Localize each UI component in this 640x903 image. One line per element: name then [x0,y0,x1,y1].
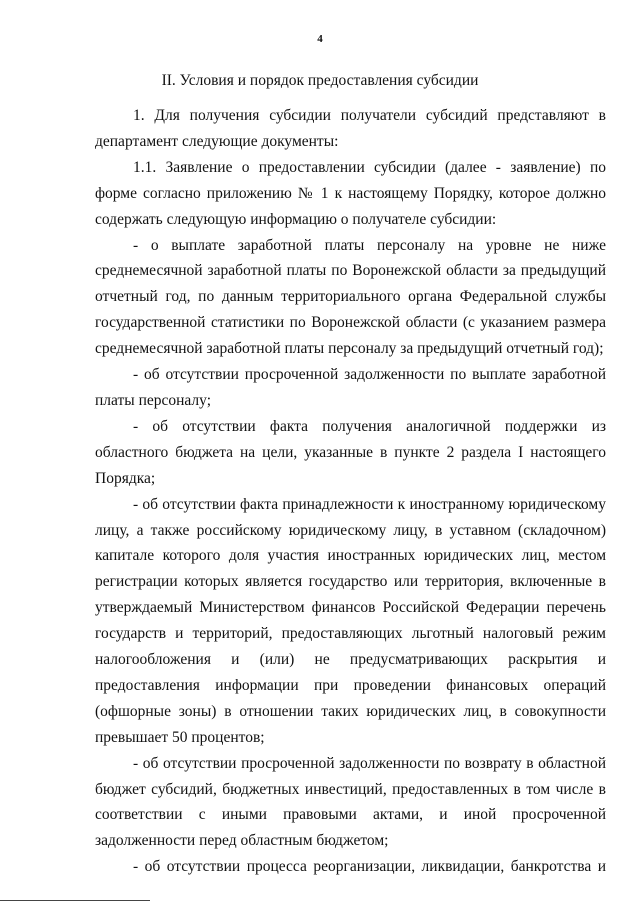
paragraph-foreign-entity: - об отсутствии факта принадлежности к иностранному юридическому лицу, а также российскому юридическому лицу, в уставном (складочном) капитале которого доля участия иностранных юридических лиц, местом регистрации которых является государство или территория, включенные в утверждаемый Министерством финансов Российской Федерации перечень государств и территорий, предоставляющих льготный налоговый режим налогообложения и (или) не предусматривающих раскрытия и предоставления информации при проведении финансовых операций (офшорные зоны) в отношении таких юридических лиц, в совокупности превышает 50 процентов; [95,495,606,746]
paragraph-salary-debt: - об отсутствии просроченной задолженности по выплате заработной платы персоналу; [95,366,606,409]
paragraph-salary: - о выплате заработной платы персоналу на уровне не ниже среднемесячной заработной платы по Воронежской области за предыдущий отчетный год, по данным территориального органа Федеральной службы государственной статистики по Воронежской области (с указанием размера среднемесячной заработной платы персоналу за предыдущий отчетный год); [95,236,606,358]
paragraph-documents-intro: 1. Для получения субсидии получатели субсидий представляют в департамент следующие документы: [95,107,606,150]
paragraph-reorganization: - об отсутствии процесса реорганизации, ликвидации, банкротства и [133,858,606,876]
footer-rule [0,900,150,901]
document-body [95,103,606,880]
section-heading: II. Условия и порядок предоставления субсидии [161,72,479,89]
paragraph-budget-debt: - об отсутствии просроченной задолженности по возврату в областной бюджет субсидий, бюджетных инвестиций, предоставленных в том числе в соответствии с иными правовыми актами, и иной просроченной задолженности перед областным бюджетом; [95,754,606,850]
page-number: 4 [317,33,323,45]
paragraph-application: 1.1. Заявление о предоставлении субсидии (далее - заявление) по форме согласно приложению № 1 к настоящему Порядку, которое должно содержать следующую информацию о получателе субсидии: [95,158,606,228]
paragraph-similar-support: - об отсутствии факта получения аналогичной поддержки из областного бюджета на цели, указанные в пункте 2 раздела I настоящего Порядка; [95,417,606,487]
